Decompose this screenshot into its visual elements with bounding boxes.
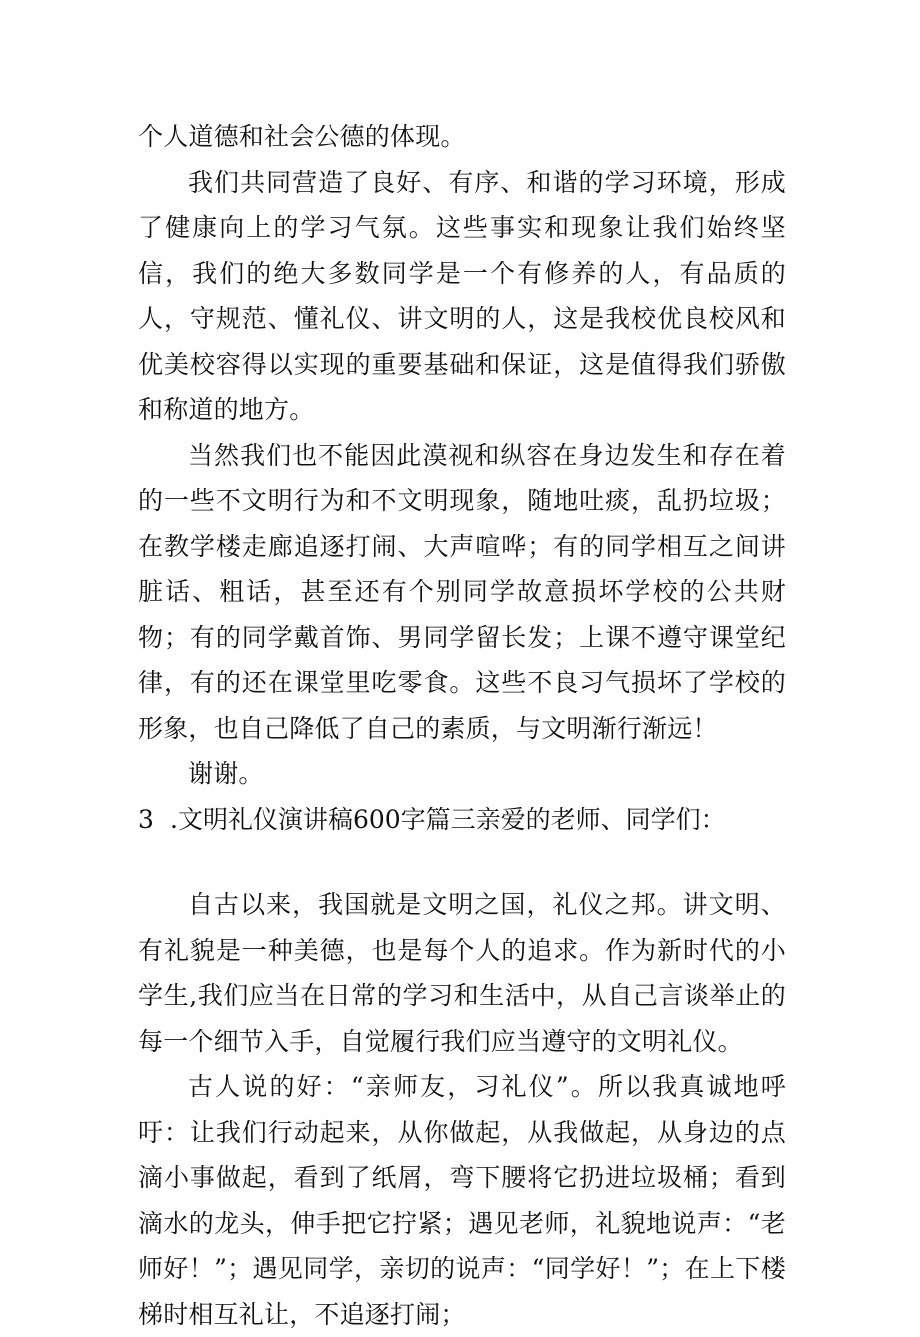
- paragraph-1: 个人道德和社会公德的体现。: [138, 122, 466, 151]
- section-number: 3: [138, 804, 154, 834]
- paragraph-3: 当然我们也不能因此漠视和纵容在身边发生和存在着的一些不文明行为和不文明现象，随地吐痰，乱扔垃圾；在教学楼走廊追逐打闹、大声喧哗；有的同学相互之间讲脏话、粗话，甚至还有个别同学故意损坏学校的公共财物；有的同学戴首饰、男同学留长发；上课不遵守课堂纪律，有的还在课堂里吃零食。这些不良习气损坏了学校的形象，也自己降低了自己的素质，与文明渐行渐远！: [138, 440, 786, 743]
- paragraph-5: 自古以来，我国就是文明之国，礼仪之邦。讲文明、有礼貌是一种美德，也是每个人的追求。作为新时代的小学生,我们应当在日常的学习和生活中，从自己言谈举止的每一个细节入手，自觉履行我们应当遵守的文明礼仪。: [138, 890, 786, 1056]
- section-heading: [138, 797, 786, 843]
- paragraph-2: 我们共同营造了良好、有序、和谐的学习环境，形成了健康向上的学习气氛。这些事实和现象让我们始终坚信，我们的绝大多数同学是一个有修养的人，有品质的人，守规范、懂礼仪、讲文明的人，这是我校优良校风和优美校容得以实现的重要基础和保证，这是值得我们骄傲和称道的地方。: [138, 167, 786, 424]
- paragraph-6: 古人说的好：“亲师友，习礼仪”。所以我真诚地呼吁：让我们行动起来，从你做起，从我做起，从身边的点滴小事做起，看到了纸屑，弯下腰将它扔进垃圾桶；看到滴水的龙头，伸手把它拧紧；遇见老师，礼貌地说声：“老师好！”；遇见同学，亲切的说声：“同学好！”；在上下楼梯时相互礼让，不追逐打闹；: [138, 1072, 786, 1329]
- paragraph-4: 谢谢。: [188, 759, 264, 788]
- section-heading-text: .文明礼仪演讲稿600字篇三亲爱的老师、同学们：: [170, 804, 726, 834]
- spacer: [138, 842, 786, 882]
- document-page: [138, 114, 786, 1337]
